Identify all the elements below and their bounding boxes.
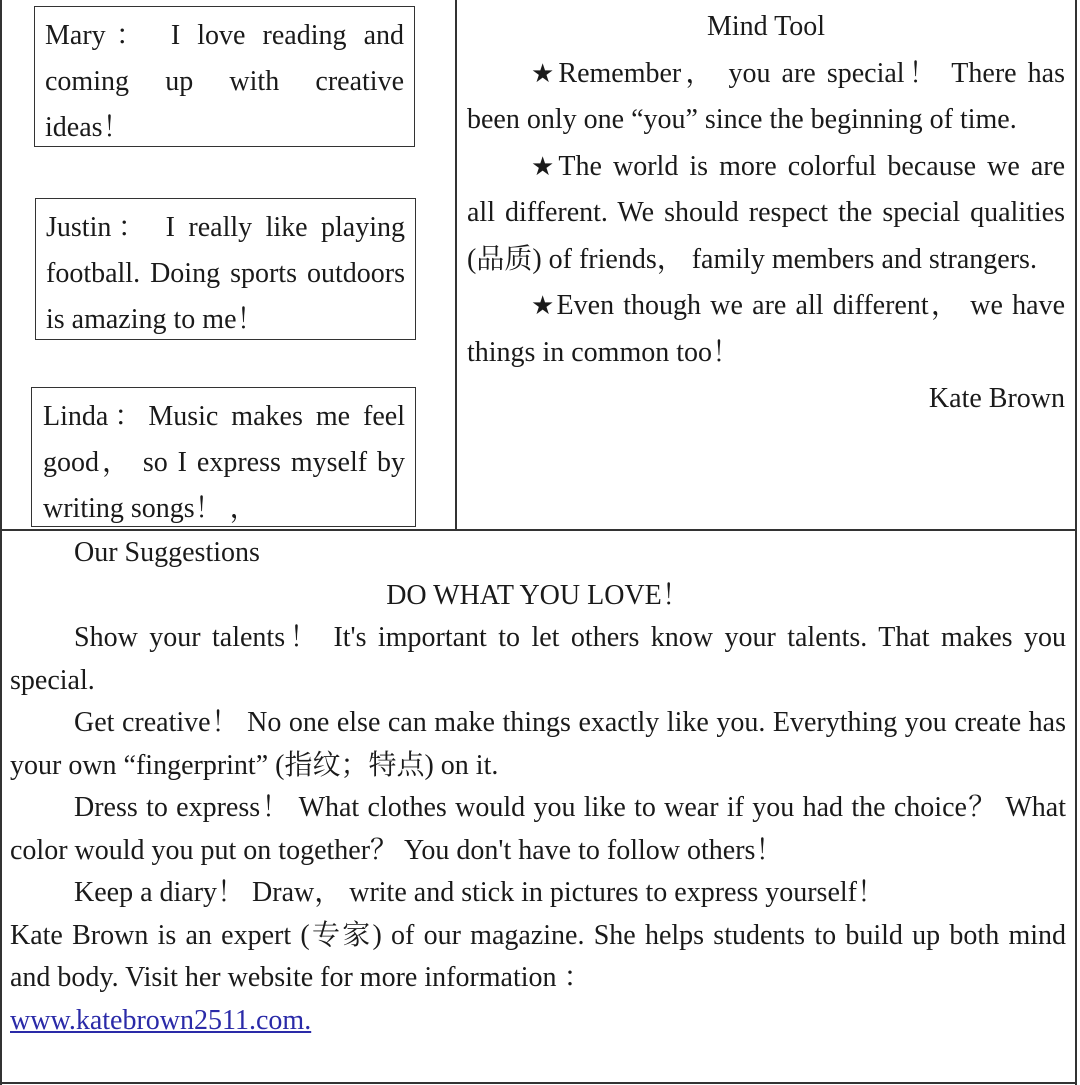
suggestion-item: Get creative！ No one else can make things exactly like you. Everything you create has your own “fingerprint” (指纹；特点) on it. (10, 707, 1066, 781)
card-text: I really like playing football. Doing sports outdoors is amazing to me！ (46, 212, 405, 335)
card-linda (31, 387, 416, 527)
mind-tool-point-text: Even though we are all different， we have things in common too！ (467, 290, 1065, 368)
card-name: Mary： (45, 20, 154, 51)
mind-tool-signature: Kate Brown (928, 383, 1065, 414)
footer-text: Kate Brown is an expert (专家) of our magazine. She helps students to build up both mind and body. Visit her website for more information ： (10, 919, 1066, 993)
mind-tool-section (467, 4, 1065, 423)
mind-tool-point-text: Remember， you are special！ There has been only one “you” since the beginning of time. (467, 57, 1065, 135)
suggestion-item: Show your talents！ It's important to let others know your talents. That makes you special. (10, 622, 1066, 696)
card-name: Justin： (46, 212, 153, 243)
right-border (1075, 0, 1077, 1085)
suggestions-title: DO WHAT YOU LOVE！ (386, 579, 690, 611)
suggestions-heading: Our Suggestions (74, 537, 260, 568)
star-icon: ★ (531, 58, 559, 89)
star-icon: ★ (531, 151, 559, 182)
mind-tool-point (467, 283, 1065, 376)
website-link[interactable]: www.katebrown2511.com. (10, 1004, 312, 1036)
card-mary (34, 6, 415, 147)
column-divider (455, 0, 457, 530)
card-justin (35, 198, 416, 340)
suggestion-item: Keep a diary！ Draw， write and stick in pictures to express yourself！ (74, 877, 885, 908)
star-icon: ★ (531, 291, 557, 321)
bottom-border (0, 1082, 1077, 1084)
top-left-border (0, 0, 2, 530)
mind-tool-point (467, 144, 1065, 284)
suggestion-item: Dress to express！ What clothes would you like to wear if you had the choice？ What color would you put on together？ You don't have to follow others！ (10, 792, 1066, 866)
mind-tool-point-text: The world is more colorful because we are all different. We should respect the special qualities (品质) of friends， family members and strangers. (467, 150, 1066, 275)
mind-tool-point (467, 51, 1065, 144)
card-text: I love reading and coming up with creative ideas！ (45, 20, 405, 143)
card-name: Linda： (43, 401, 149, 432)
mind-tool-title: Mind Tool (706, 11, 826, 42)
card-text: Music makes me feel good， so I express myself by writing songs！ ， (43, 401, 406, 524)
suggestions-section (10, 532, 1066, 1042)
bottom-left-border (0, 530, 2, 1085)
